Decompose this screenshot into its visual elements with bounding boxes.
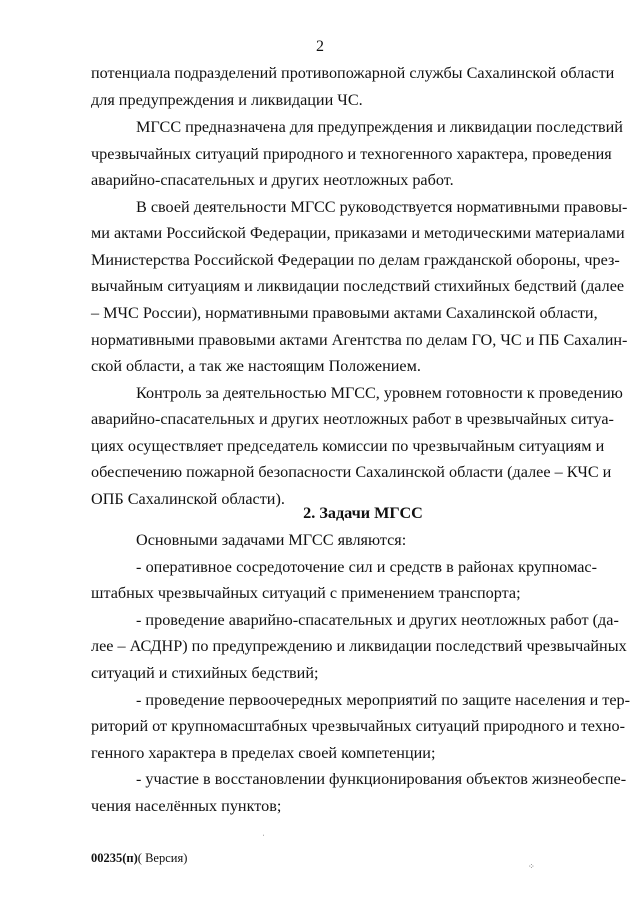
task-1-line-1: - оперативное сосредоточение сил и средств в районах крупномас- <box>136 558 597 576</box>
task-4-line-2: чения населённых пунктов; <box>91 797 282 815</box>
task-3-line-3: генного характера в пределах своей компетенции; <box>91 744 436 762</box>
tasks-intro: Основными задачами МГСС являются: <box>136 531 407 549</box>
page-number: 2 <box>316 38 324 55</box>
paragraph-3-line-1: В своей деятельности МГСС руководствуется нормативными правовы- <box>136 198 628 216</box>
paragraph-2-line-3: аварийно-спасательных и других неотложных работ. <box>91 171 454 189</box>
task-2-line-1: - проведение аварийно-спасательных и других неотложных работ (да- <box>136 611 619 629</box>
task-2-line-3: ситуаций и стихийных бедствий; <box>91 664 319 682</box>
paragraph-3-line-6: нормативными правовыми актами Агентства по делам ГО, ЧС и ПБ Сахалин- <box>91 331 628 349</box>
task-3-line-1: - проведение первоочередных мероприятий по защите населения и тер- <box>136 691 631 709</box>
footer <box>91 851 187 866</box>
paragraph-3-line-3: Министерства Российской Федерации по делам гражданской обороны, чрез- <box>91 251 620 269</box>
paragraph-3-line-4: вычайным ситуациям и ликвидации последствий стихийных бедствий (далее <box>91 277 625 295</box>
footer-version: ( Версия) <box>137 851 188 865</box>
paragraph-2-line-1: МГСС предназначена для предупреждения и ликвидации последствий <box>136 118 623 136</box>
task-1-line-2: штабных чрезвычайных ситуаций с применением транспорта; <box>91 584 521 602</box>
section-heading: 2. Задачи МГСС <box>303 504 423 522</box>
task-2-line-2: лее – АСДНР) по предупреждению и ликвидации последствий чрезвычайных <box>91 637 627 655</box>
task-4-line-1: - участие в восстановлении функционирования объектов жизнеобеспе- <box>136 770 627 788</box>
paragraph-1-line-1: потенциала подразделений противопожарной службы Сахалинской области <box>91 64 615 82</box>
paragraph-4-line-1: Контроль за деятельностью МГСС, уровнем готовности к проведению <box>136 384 623 402</box>
footer-doc-code: 00235(п) <box>91 851 138 865</box>
task-3-line-2: риторий от крупномасштабных чрезвычайных ситуаций природного и техно- <box>91 717 625 735</box>
paragraph-4-line-3: циях осуществляет председатель комиссии по чрезвычайным ситуациям и <box>91 437 605 455</box>
paragraph-4-line-4: обеспечению пожарной безопасности Сахалинской области (далее – КЧС и <box>91 463 612 481</box>
scan-speck: ˌ <box>262 827 265 836</box>
paragraph-3-line-7: ской области, а так же настоящим Положением. <box>91 357 421 375</box>
paragraph-4-line-5: ОПБ Сахалинской области). <box>91 490 285 508</box>
paragraph-3-line-5: – МЧС России), нормативными правовыми актами Сахалинской области, <box>91 304 598 322</box>
paragraph-1-line-2: для предупреждения и ликвидации ЧС. <box>91 91 363 109</box>
scan-speck: ⁘ <box>528 862 535 871</box>
paragraph-2-line-2: чрезвычайных ситуаций природного и техногенного характера, проведения <box>91 145 612 163</box>
paragraph-3-line-2: ми актами Российской Федерации, приказами и методическими материалами <box>91 224 625 242</box>
paragraph-4-line-2: аварийно-спасательных и других неотложных работ в чрезвычайных ситуа- <box>91 410 614 428</box>
